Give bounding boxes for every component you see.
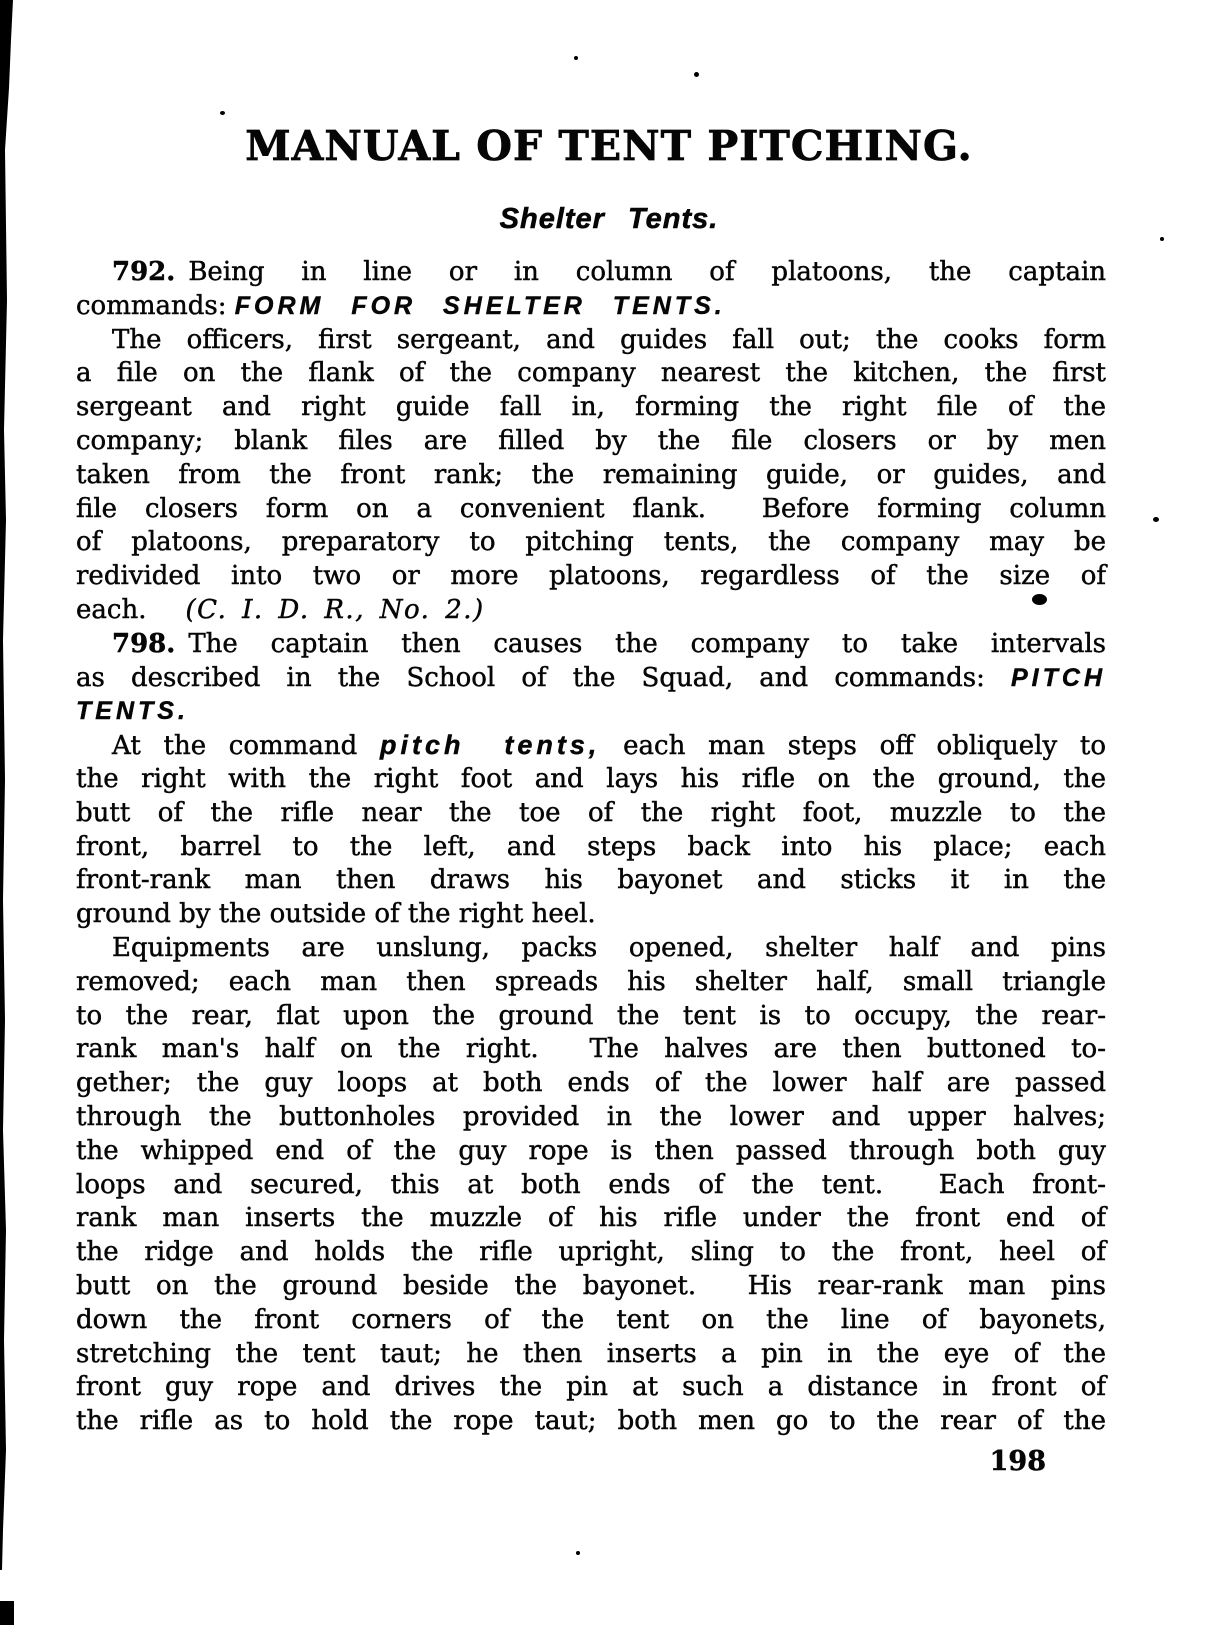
text-line (76, 391, 1106, 425)
text-run-txt: stretching the tent taut; he then inserts a pin in the eye of the (76, 1338, 1106, 1369)
text-line (76, 966, 1106, 1000)
text-line (76, 1202, 1106, 1236)
text-run-txt: as described in the School of the Squad, and commands: (76, 662, 1011, 693)
text-run-txt: Equipments are unslung, packs opened, shelter half and pins (112, 932, 1106, 963)
page-title: MANUAL OF TENT PITCHING. (245, 122, 973, 170)
paragraph (76, 324, 1106, 628)
text-line (76, 763, 1106, 797)
text-run-txt: butt on the ground beside the bayonet. His rear-rank man pins (76, 1270, 1106, 1301)
text-block (76, 256, 1106, 1439)
text-line (76, 526, 1106, 560)
text-line (76, 256, 1106, 290)
section-heading: Shelter Tents. (499, 203, 719, 235)
text-line (76, 1270, 1106, 1304)
text-run-txt: company; blank files are filled by the file closers or by men (76, 425, 1106, 456)
text-line (76, 1405, 1106, 1439)
text-line (76, 729, 1106, 763)
text-run-txt: sergeant and right guide fall in, forming the right file of the (76, 392, 1106, 423)
text-run-txt: each. (76, 594, 186, 625)
text-run-txt: front, barrel to the left, and steps back into his place; each (76, 831, 1106, 862)
text-run-num: 798. (112, 628, 176, 659)
text-run-txt: the whipped end of the guy rope is then passed through both guy (76, 1135, 1106, 1166)
text-line (76, 797, 1106, 831)
text-line (76, 493, 1106, 527)
text-run-txt: to the rear, flat upon the ground the tent is to occupy, the rear- (76, 1000, 1106, 1031)
text-run-txt: file closers form on a convenient flank. Before forming column (76, 493, 1106, 524)
text-run-txt: each man steps off obliquely to (600, 731, 1106, 762)
text-line (76, 290, 1106, 324)
paragraph (76, 729, 1106, 932)
text-run-txt: commands: (76, 290, 235, 321)
text-run-txt: At the command (112, 731, 380, 762)
text-run-it: (C. I. D. R., No. 2.) (185, 594, 485, 625)
text-run-txt: of platoons, preparatory to pitching tents, the company may be (76, 527, 1106, 558)
text-line (76, 1101, 1106, 1135)
text-line (76, 324, 1106, 358)
text-run-txt: the ridge and holds the rifle upright, sling to the front, heel of (76, 1237, 1106, 1268)
ink-speck (220, 111, 225, 115)
text-line (76, 1135, 1106, 1169)
text-line (76, 459, 1106, 493)
text-run-txt: butt of the rifle near the toe of the right foot, muzzle to the (76, 797, 1106, 828)
text-line (76, 425, 1106, 459)
page-number: 198 (989, 1446, 1046, 1477)
text-run-cmd: PITCH (1011, 663, 1106, 692)
text-run-txt: front guy rope and drives the pin at such a distance in front of (76, 1372, 1106, 1403)
text-line (76, 1169, 1106, 1203)
text-line (76, 357, 1106, 391)
text-run-cmd: TENTS. (76, 697, 189, 726)
text-line (76, 594, 1106, 628)
ink-speck (1153, 517, 1159, 522)
text-run-txt: The officers, first sergeant, and guides fall out; the cooks form (112, 324, 1106, 355)
text-line (76, 1033, 1106, 1067)
text-line (76, 932, 1106, 966)
text-line (76, 1371, 1106, 1405)
ink-speck (574, 56, 578, 60)
text-run-txt: front-rank man then draws his bayonet and sticks it in the (76, 865, 1106, 896)
text-line (76, 695, 1106, 729)
scan-corner-mark (0, 1601, 14, 1625)
text-run-txt: the right with the right foot and lays his rifle on the ground, the (76, 763, 1106, 794)
text-line (76, 1067, 1106, 1101)
text-run-txt: the rifle as to hold the rope taut; both men go to the rear of the (76, 1406, 1106, 1437)
ink-speck (1160, 237, 1164, 241)
text-line (76, 1338, 1106, 1372)
text-run-txt: through the buttonholes provided in the lower and upper halves; (76, 1101, 1106, 1132)
text-run-txt: redivided into two or more platoons, regardless of the size of (76, 561, 1106, 592)
text-line (76, 1304, 1106, 1338)
text-run-txt: down the front corners of the tent on the line of bayonets, (76, 1304, 1106, 1335)
text-run-cmdlc: pitch tents, (379, 730, 601, 761)
text-run-txt: ground by the outside of the right heel. (76, 899, 596, 930)
text-run-num: 792. (112, 257, 176, 287)
text-run-txt: rank man inserts the muzzle of his rifle under the front end of (76, 1203, 1106, 1234)
text-line (76, 898, 1106, 932)
paragraph (76, 256, 1106, 324)
text-run-txt: Being in line or in column of platoons, the captain (175, 257, 1106, 287)
text-run-txt: taken from the front rank; the remaining guide, or guides, and (76, 459, 1106, 490)
ink-speck (694, 72, 699, 77)
text-line (76, 628, 1106, 662)
text-run-txt: gether; the guy loops at both ends of the lower half are passed (76, 1068, 1106, 1099)
text-line (76, 831, 1106, 865)
ink-speck (576, 1551, 580, 1555)
text-line (76, 560, 1106, 594)
text-line (76, 1236, 1106, 1270)
text-line (76, 662, 1106, 696)
text-line (76, 864, 1106, 898)
paragraph (76, 628, 1106, 729)
paragraph (76, 932, 1106, 1439)
text-run-txt: rank man's half on the right. The halves are then buttoned to- (76, 1034, 1106, 1065)
text-run-txt: The captain then causes the company to take intervals (175, 628, 1106, 659)
text-run-cmd: FORM FOR SHELTER TENTS. (234, 291, 726, 320)
text-run-txt: removed; each man then spreads his shelter half, small triangle (76, 966, 1106, 997)
text-run-txt: loops and secured, this at both ends of the tent. Each front- (76, 1169, 1106, 1200)
text-run-txt: a file on the flank of the company nearest the kitchen, the first (76, 358, 1106, 389)
text-line (76, 1000, 1106, 1034)
